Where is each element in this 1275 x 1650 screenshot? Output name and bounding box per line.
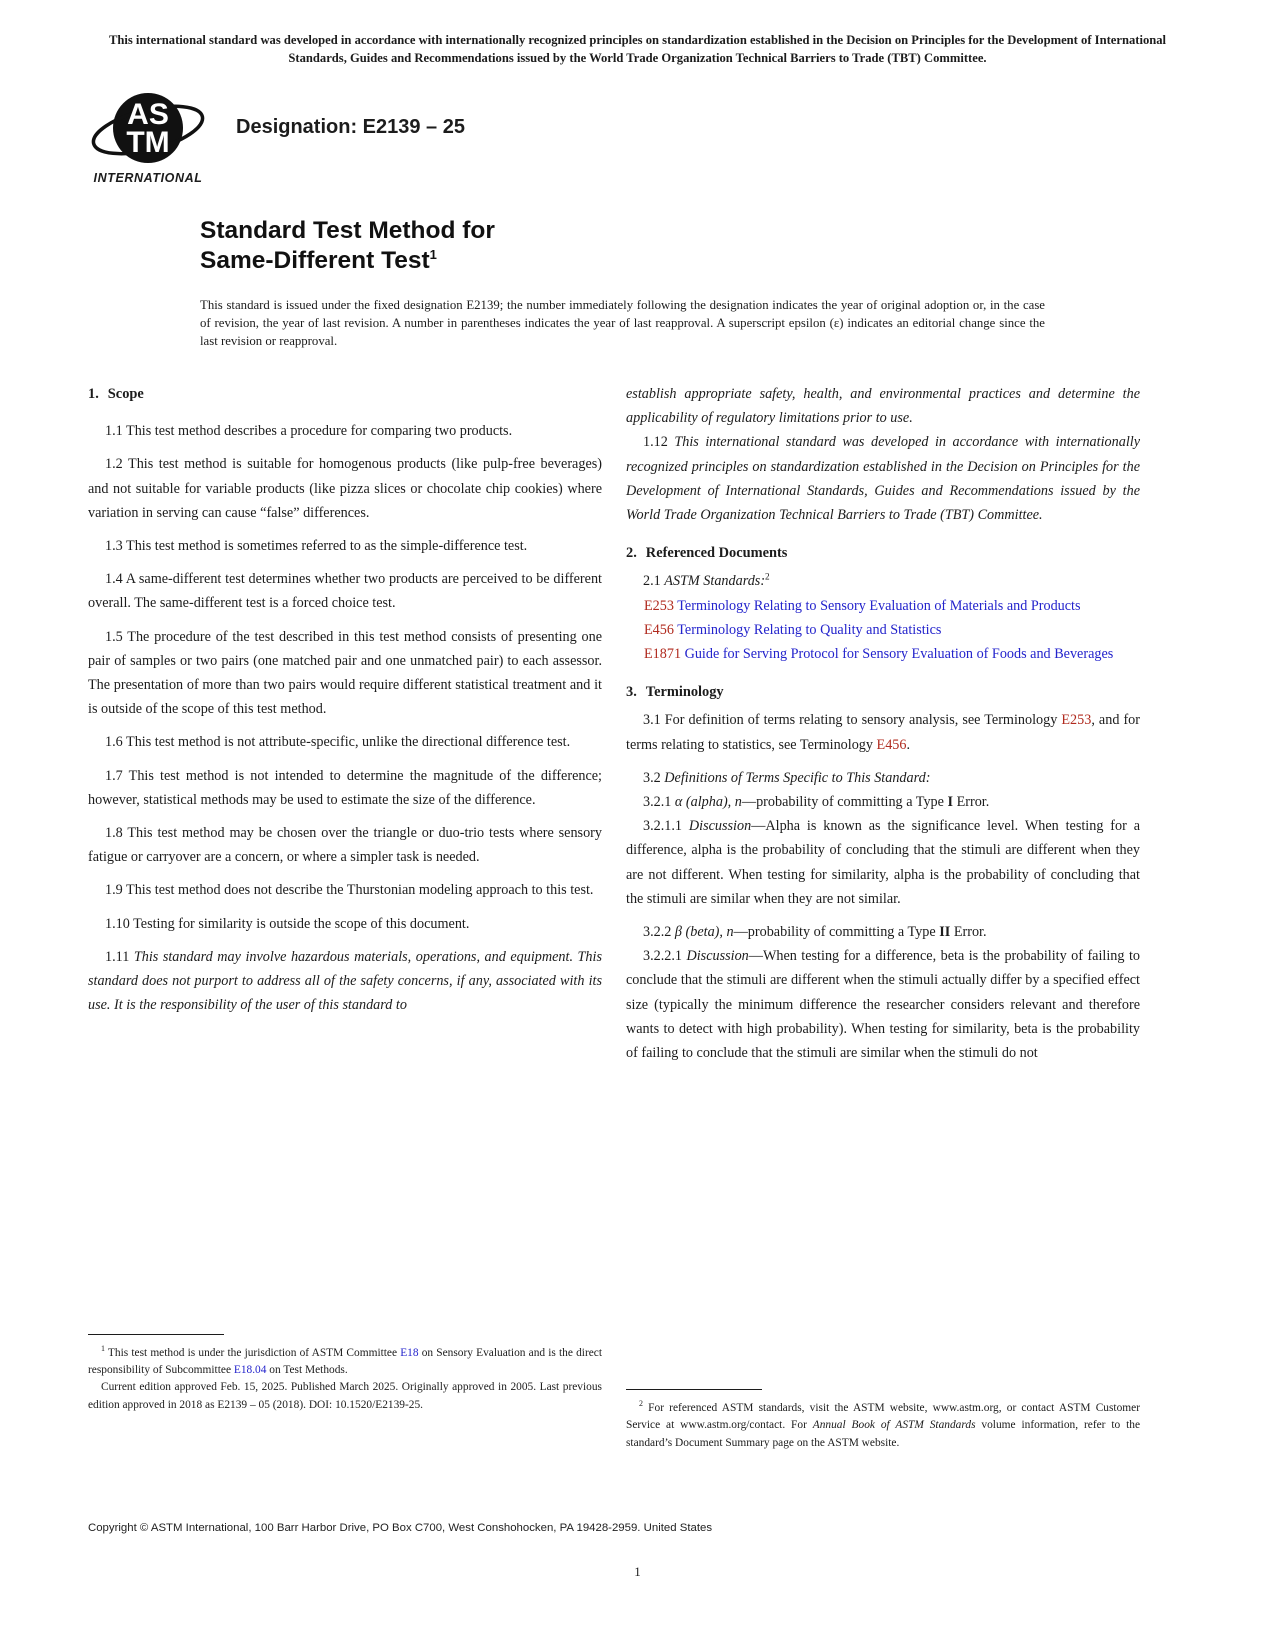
footnote-1-block (88, 1334, 602, 1474)
text-segment: on Sensory Evaluation and is the direct responsibility of Subcommittee (88, 1346, 603, 1376)
footnote-2-block (626, 1389, 1140, 1474)
footnote-2-referenced-standards (626, 1400, 1140, 1452)
section-heading-terminology (626, 680, 1140, 704)
text-segment: II (939, 924, 951, 941)
text-segment: 3.2.1.1 (643, 818, 689, 835)
para-3-2-1-1 (626, 814, 1140, 911)
standard-reference-link[interactable]: E456 (876, 736, 907, 753)
page-number: 1 (634, 1564, 641, 1579)
body-columns (88, 382, 1187, 1474)
footnote-1-jurisdiction (88, 1345, 602, 1380)
text-segment: Error. (953, 794, 990, 811)
standard-reference-link[interactable]: Terminology Relating to Quality and Statistics (673, 621, 942, 638)
text-segment: 1.9 This test method does not describe the Thurstonian modeling approach to this test. (105, 882, 594, 899)
astm-logo (88, 90, 208, 185)
standard-reference-link[interactable]: E253 (644, 597, 674, 614)
para-1-9 (88, 878, 602, 902)
para-1-8 (88, 821, 602, 869)
text-segment: 1.7 This test method is not intended to determine the magnitude of the difference; however, statistical methods may be used to estimate the size of the difference. (88, 767, 602, 808)
text-segment: —probability of committing a Type (733, 924, 940, 941)
logo-letters-bottom: TM (126, 125, 170, 159)
footnote-rule (626, 1389, 762, 1390)
astm-logo-icon (89, 90, 207, 170)
text-segment: 1.6 This test method is not attribute-specific, unlike the directional difference test. (105, 734, 571, 751)
masthead (88, 90, 1187, 186)
designation: Designation: E2139 – 25 (236, 115, 465, 138)
para-3-2 (626, 766, 1140, 790)
text-segment: . (906, 736, 911, 753)
text-segment: 1.10 Testing for similarity is outside the scope of this document. (105, 915, 470, 932)
text-segment: 1.12 (643, 434, 675, 451)
text-segment: volume information, refer to the standard’s Document Summary page on the ASTM website. (626, 1419, 1141, 1449)
section-heading-referenced-documents (626, 541, 1140, 565)
para-3-1 (626, 708, 1140, 756)
section-label: Scope (107, 385, 144, 402)
text-segment: Current edition approved Feb. 15, 2025. Published March 2025. Originally approved in 2005. Last previous edition approved in 2018 as E2139 – 05 (2018). DOI: 10.1520/E2139-25. (88, 1381, 602, 1411)
logo-letters-top: AS (127, 97, 169, 131)
para-3-2-1 (626, 790, 1140, 814)
para-1-11-continued (626, 382, 1140, 430)
text-segment: Annual Book of ASTM Standards (812, 1419, 976, 1432)
text-segment: 3.2.2 (643, 924, 675, 941)
text-segment: α (alpha), n (674, 794, 742, 811)
title-footnote-ref[interactable]: 1 (429, 246, 437, 262)
text-segment: 1.1 This test method describes a procedure for comparing two products. (105, 423, 513, 440)
para-1-7 (88, 764, 602, 812)
text-segment: 1.5 The procedure of the test described in this test method consists of presenting one pair of samples or two pairs (one matched pair and one unmatched pair) to each assessor. The presentation of more than two pairs would require different statistical treatment and it is outside of the scope of this test method. (88, 628, 602, 718)
text-segment: 2.1 (643, 573, 665, 590)
para-1-6 (88, 730, 602, 754)
footnote-ref: 1 (101, 1343, 105, 1353)
standard-reference-link[interactable]: E18.04 (233, 1363, 267, 1376)
text-segment: 1.8 This test method may be chosen over the triangle or duo-trio tests where sensory fatigue or carryover are a concern, or where a simpler task is needed. (88, 825, 602, 866)
footnote-rule (88, 1334, 224, 1335)
text-segment: 3.2 (643, 769, 665, 786)
text-segment: Discussion (688, 818, 752, 835)
text-segment: , and for terms relating to statistics, see Terminology (626, 712, 1140, 753)
section-number: 1. (88, 385, 99, 402)
text-segment: Error. (950, 924, 987, 941)
text-segment: 1.4 A same-different test determines whether two products are perceived to be different overall. The same-different test is a forced choice test. (88, 571, 602, 612)
title-line2: Same-Different Test (200, 246, 430, 274)
para-1-5 (88, 625, 602, 722)
standard-reference-link[interactable]: E1871 (644, 646, 682, 662)
text-segment: 3.2.2.1 (643, 948, 687, 965)
issue-note: This standard is issued under the fixed designation E2139; the number immediately following the designation indicates the year of original adoption or, in the case of revision, the year of last revision. A number in parentheses indicates the year of last reapproval. A superscript epsilon (ε) indicates an editorial change since the last revision or reapproval. (200, 297, 1045, 348)
text-segment: 3.2.1 (643, 794, 675, 811)
text-segment: 3.1 For definition of terms relating to sensory analysis, see Terminology (643, 712, 1062, 729)
para-1-2 (88, 452, 602, 525)
para-1-4 (88, 567, 602, 615)
text-segment: 1.3 This test method is sometimes referred to as the simple-difference test. (105, 537, 528, 554)
standard-reference-link[interactable]: E456 (644, 621, 674, 638)
text-segment: —Alpha is known as the significance level. When testing for a difference, alpha is the probability of concluding that the stimuli are different when they are not different. When testing for similarity, alpha is the probability of concluding that the stimuli are similar when they are not similar. (626, 818, 1141, 907)
text-segment: Definitions of Terms Specific to This Standard: (664, 769, 931, 786)
text-segment: β (beta), n (674, 924, 734, 941)
standard-reference-link[interactable]: Guide for Serving Protocol for Sensory Evaluation of Foods and Beverages (681, 646, 1114, 662)
text-segment: 1.2 This test method is suitable for homogenous products (like pulp-free beverages) and not suitable for variable products (like pizza slices or chocolate chip cookies) where variation in serving can cause “false” differences. (88, 456, 602, 521)
title-block (200, 216, 1050, 350)
section-heading-scope (88, 382, 602, 406)
text-segment: —probability of committing a Type (741, 794, 948, 811)
footnote-1-edition (88, 1379, 602, 1414)
text-segment: Discussion (686, 948, 749, 965)
left-column (88, 382, 602, 1474)
section-label: Referenced Documents (645, 545, 788, 562)
text-segment: establish appropriate safety, health, and environmental practices and determine the applicability of regulatory limitations prior to use. (626, 385, 1140, 427)
standard-reference-link[interactable]: E18 (400, 1346, 419, 1359)
text-segment: This test method is under the jurisdiction of ASTM Committee (104, 1346, 401, 1359)
page-title (200, 216, 1050, 276)
logo-subtitle: INTERNATIONAL (93, 170, 203, 185)
para-3-2-2-1 (626, 944, 1140, 1065)
tbt-committee-note: This international standard was developed in accordance with internationally recognized principles on standardization established in the Decision on Principles for the Development of International Standards, Guides and Recommendations issued by the World Trade Organization Technical Barriers to Trade (TBT) Committee. (108, 33, 1167, 65)
para-1-12 (626, 430, 1140, 527)
para-1-3 (88, 534, 602, 558)
section-number: 3. (626, 684, 637, 701)
para-1-11 (88, 945, 602, 1018)
text-segment: This international standard was developed in accordance with internationally recognized principles on standardization established in the Decision on Principles for the Development of International Standards, Guides and Recommendations issued by the World Trade Organization Technical Barriers to Trade (TBT) Committee. (626, 434, 1140, 523)
reference-e456 (626, 618, 1140, 642)
para-2-1 (626, 569, 1140, 593)
text-segment: I (947, 794, 954, 811)
text-segment: ASTM Standards: (664, 573, 766, 590)
reference-e1871 (626, 642, 1140, 666)
text-segment: This standard may involve hazardous materials, operations, and equipment. This standard does not purport to address all of the safety concerns, if any, associated with its use. It is the responsibility of the user of this standard to (88, 948, 602, 1014)
para-3-2-2 (626, 920, 1140, 944)
para-1-10 (88, 912, 602, 936)
standard-reference-link[interactable]: Terminology Relating to Sensory Evaluation of Materials and Products (673, 597, 1081, 614)
title-line1: Standard Test Method for (200, 216, 495, 244)
text-segment: For referenced ASTM standards, visit the ASTM website, www.astm.org, or contact ASTM Customer Service at www.astm.org/contact. For (626, 1401, 1140, 1432)
reference-e253 (626, 594, 1140, 618)
text-segment: on Test Methods. (266, 1363, 348, 1376)
section-number: 2. (626, 545, 637, 562)
text-segment: 1.11 (105, 948, 134, 965)
copyright-line: Copyright © ASTM International, 100 Barr Harbor Drive, PO Box C700, West Conshohocken, PA 19428-2959. United States (88, 1522, 713, 1534)
footnote-ref: 2 (765, 571, 770, 582)
text-segment: —When testing for a difference, beta is the probability of failing to conclude that the stimuli are different when the stimuli actually differ by a specified effect size (typically the minimum difference the researcher considers relevant and therefore wants to detect with high probability). When testing for similarity, beta is the probability of failing to conclude that the stimuli are similar when the stimuli do not (626, 948, 1140, 1062)
para-1-1 (88, 419, 602, 443)
footnote-ref: 2 (639, 1399, 643, 1409)
right-column (626, 382, 1140, 1474)
section-label: Terminology (645, 684, 724, 701)
standard-reference-link[interactable]: E253 (1061, 712, 1092, 729)
